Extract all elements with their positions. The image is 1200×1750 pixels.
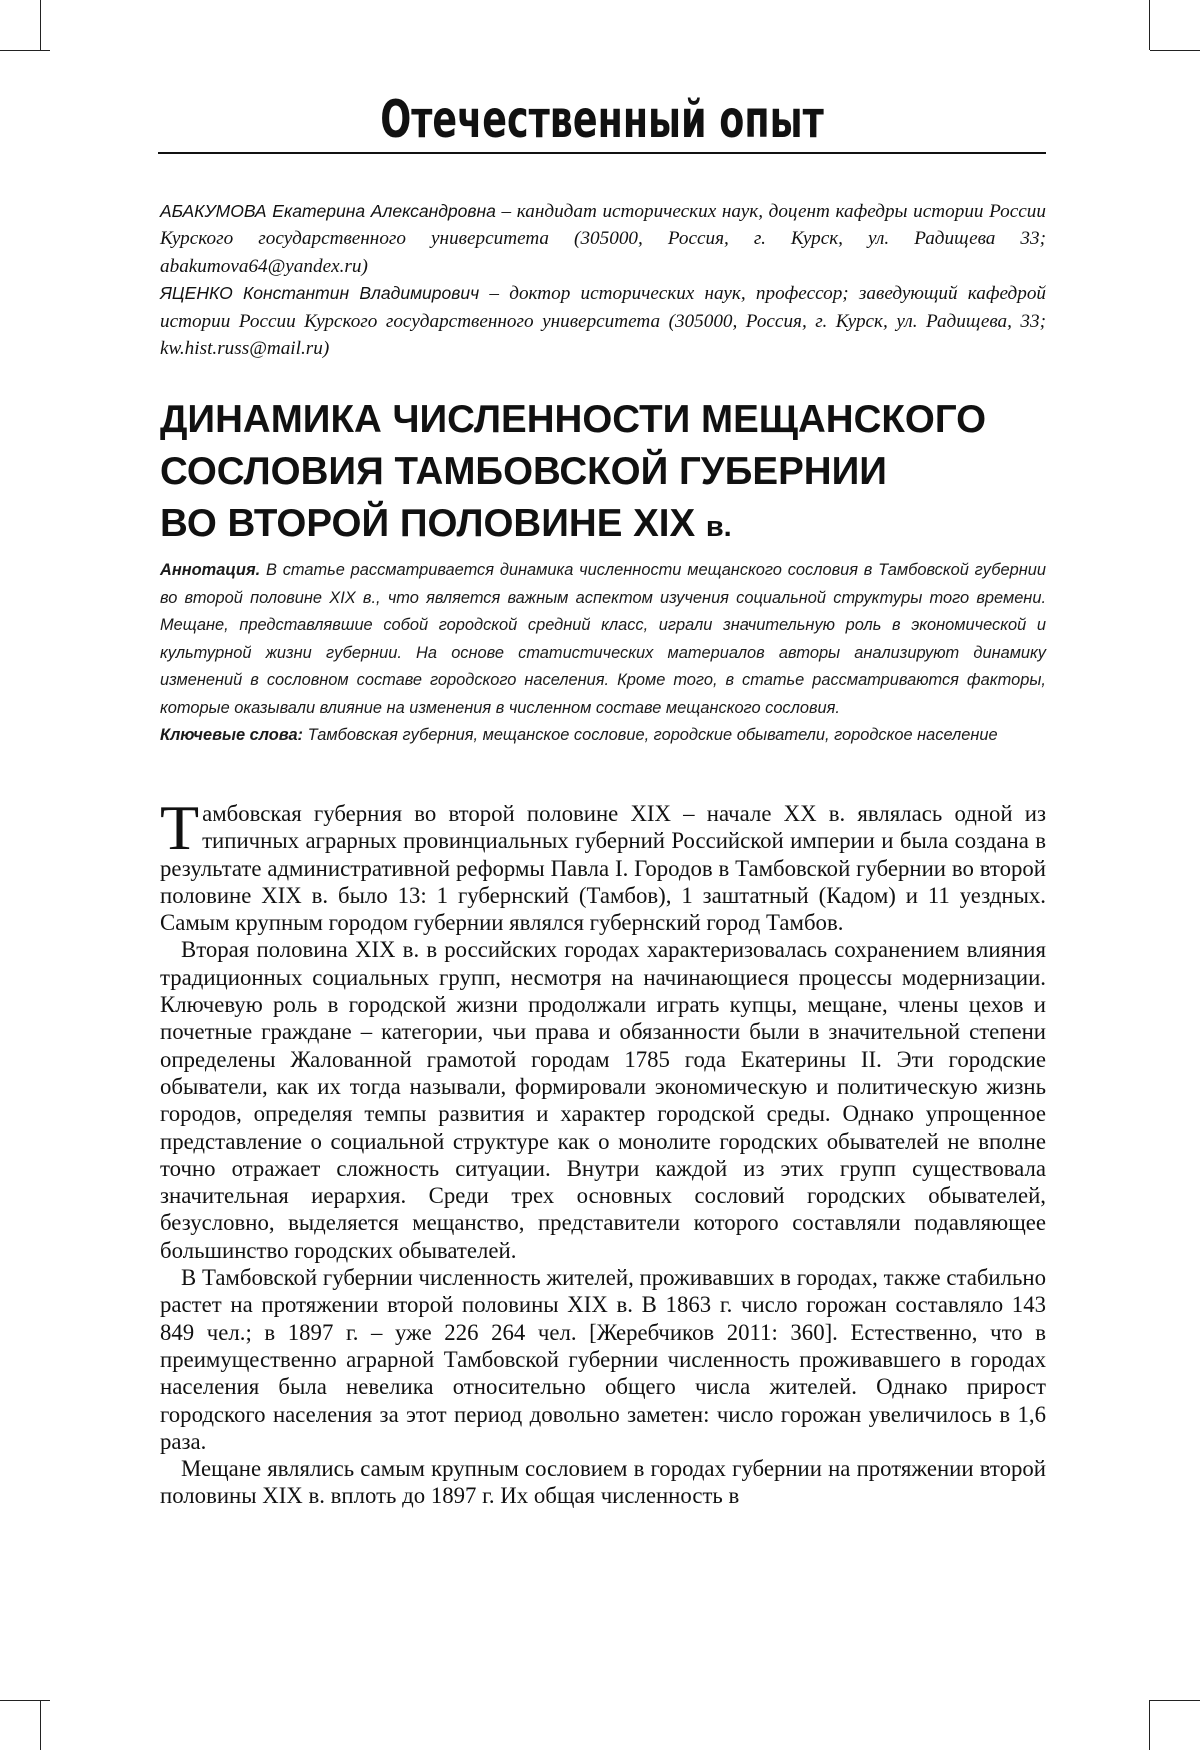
keywords-text: Тамбовская губерния, мещанское сословие, городские обыватели, городское население (308, 726, 998, 744)
crop-mark-top-right (1149, 0, 1150, 50)
author-entry (160, 280, 1046, 362)
abstract-label: Аннотация. (160, 561, 260, 579)
crop-mark-top-left (40, 0, 41, 50)
author-block (160, 198, 1046, 362)
keywords-label: Ключевые слова: (160, 726, 303, 744)
article-title-line: СОСЛОВИЯ ТАМБОВСКОЙ ГУБЕРНИИ (160, 446, 1060, 498)
article-title-line (160, 498, 1060, 553)
abstract-text: В статье рассматривается динамика численности мещанского сословия в Тамбовской губернии во второй половине XIX в., что является важным аспектом изучения социальной структуры того времени. Мещане, представлявшие собой городской средний класс, играли значительную роль в экономической и культурной жизни губернии. На основе статистических материалов авторы анализируют динамику изменений в сословном составе городского населения. Кроме того, в статье рассматриваются факторы, которые оказывали влияние на изменения в численном составе мещанского сословия. (160, 561, 1046, 717)
abstract-paragraph (160, 557, 1046, 722)
author-name: ЯЦЕНКО Константин Владимирович (160, 283, 479, 303)
section-heading: Отечественный опыт (256, 90, 949, 150)
crop-mark-bottom-right-h (1150, 1700, 1200, 1701)
article-title-line-text: ВО ВТОРОЙ ПОЛОВИНЕ XIX (160, 502, 695, 545)
author-description: – доктор исторических наук, профессор; заведующий кафедрой истории России Курского государственного университета (305000, Россия, г. Курск, ул. Радищева, 33; kw.hist.russ@mail.ru) (160, 283, 1046, 359)
drop-cap: Т (160, 802, 199, 852)
crop-mark-bottom-right (1149, 1700, 1150, 1750)
article-title-suffix: в. (706, 511, 732, 543)
crop-mark-bottom-left-h (0, 1700, 50, 1701)
crop-mark-top-left-h (0, 50, 50, 51)
section-heading-rule (158, 152, 1046, 154)
crop-mark-top-right-h (1150, 50, 1200, 51)
article-body (160, 800, 1046, 1510)
body-paragraph (160, 800, 1046, 936)
author-description: – кандидат исторических наук, доцент кафедры истории России Курского государственного университета (305000, Россия, г. Курск, ул. Радищева 33; abakumova64@yandex.ru) (160, 201, 1046, 277)
body-paragraph: Мещане являлись самым крупным сословием в городах губернии на протяжении второй половины XIX в. вплоть до 1897 г. Их общая численность в (160, 1455, 1046, 1510)
body-paragraph: Вторая половина XIX в. в российских городах характеризовалась сохранением влияния традиционных социальных групп, несмотря на начинающиеся процессы модернизации. Ключевую роль в городской жизни продолжали играть купцы, мещане, члены цехов и почетные граждане – категории, чьи права и обязанности были в значительной степени определены Жалованной грамотой городам 1785 года Екатерины II. Эти городские обыватели, как их тогда называли, формировали экономическую и политическую жизнь городов, определяя темпы развития и характер городской среды. Однако упрощенное представление о социальной структуре как о монолите городских обывателей не вполне точно отражает сложность ситуации. Внутри каждой из этих групп существовала значительная иерархия. Среди трех основных сословий городских обывателей, безусловно, выделяется мещанство, представители которого составляли подавляющее большинство городских обывателей. (160, 936, 1046, 1264)
article-title (160, 394, 1060, 553)
crop-mark-bottom-left (40, 1700, 41, 1750)
body-paragraph-text: амбовская губерния во второй половине XIX – начале XX в. являлась одной из типичных аграрных провинциальных губерний Российской империи и была создана в результате административной реформы Павла I. Городов в Тамбовской губернии во второй половине XIX в. было 13: 1 губернский (Тамбов), 1 заштатный (Кадом) и 11 уездных. Самым крупным городом губернии являлся губернский город Тамбов. (160, 801, 1046, 935)
author-name: АБАКУМОВА Екатерина Александровна (160, 201, 496, 221)
keywords-paragraph (160, 722, 1046, 750)
abstract (160, 557, 1046, 750)
author-entry (160, 198, 1046, 280)
article-title-line: ДИНАМИКА ЧИСЛЕННОСТИ МЕЩАНСКОГО (160, 394, 1060, 446)
body-paragraph: В Тамбовской губернии численность жителей, проживавших в городах, также стабильно растет на протяжении второй половины XIX в. В 1863 г. число горожан составляло 143 849 чел.; в 1897 г. – уже 226 264 чел. [Жеребчиков 2011: 360]. Естественно, что в преимущественно аграрной Тамбовской губернии численность проживавшего в городах населения была невелика относительно общего числа жителей. Однако прирост городского населения за этот период довольно заметен: число горожан увеличилось в 1,6 раза. (160, 1264, 1046, 1455)
